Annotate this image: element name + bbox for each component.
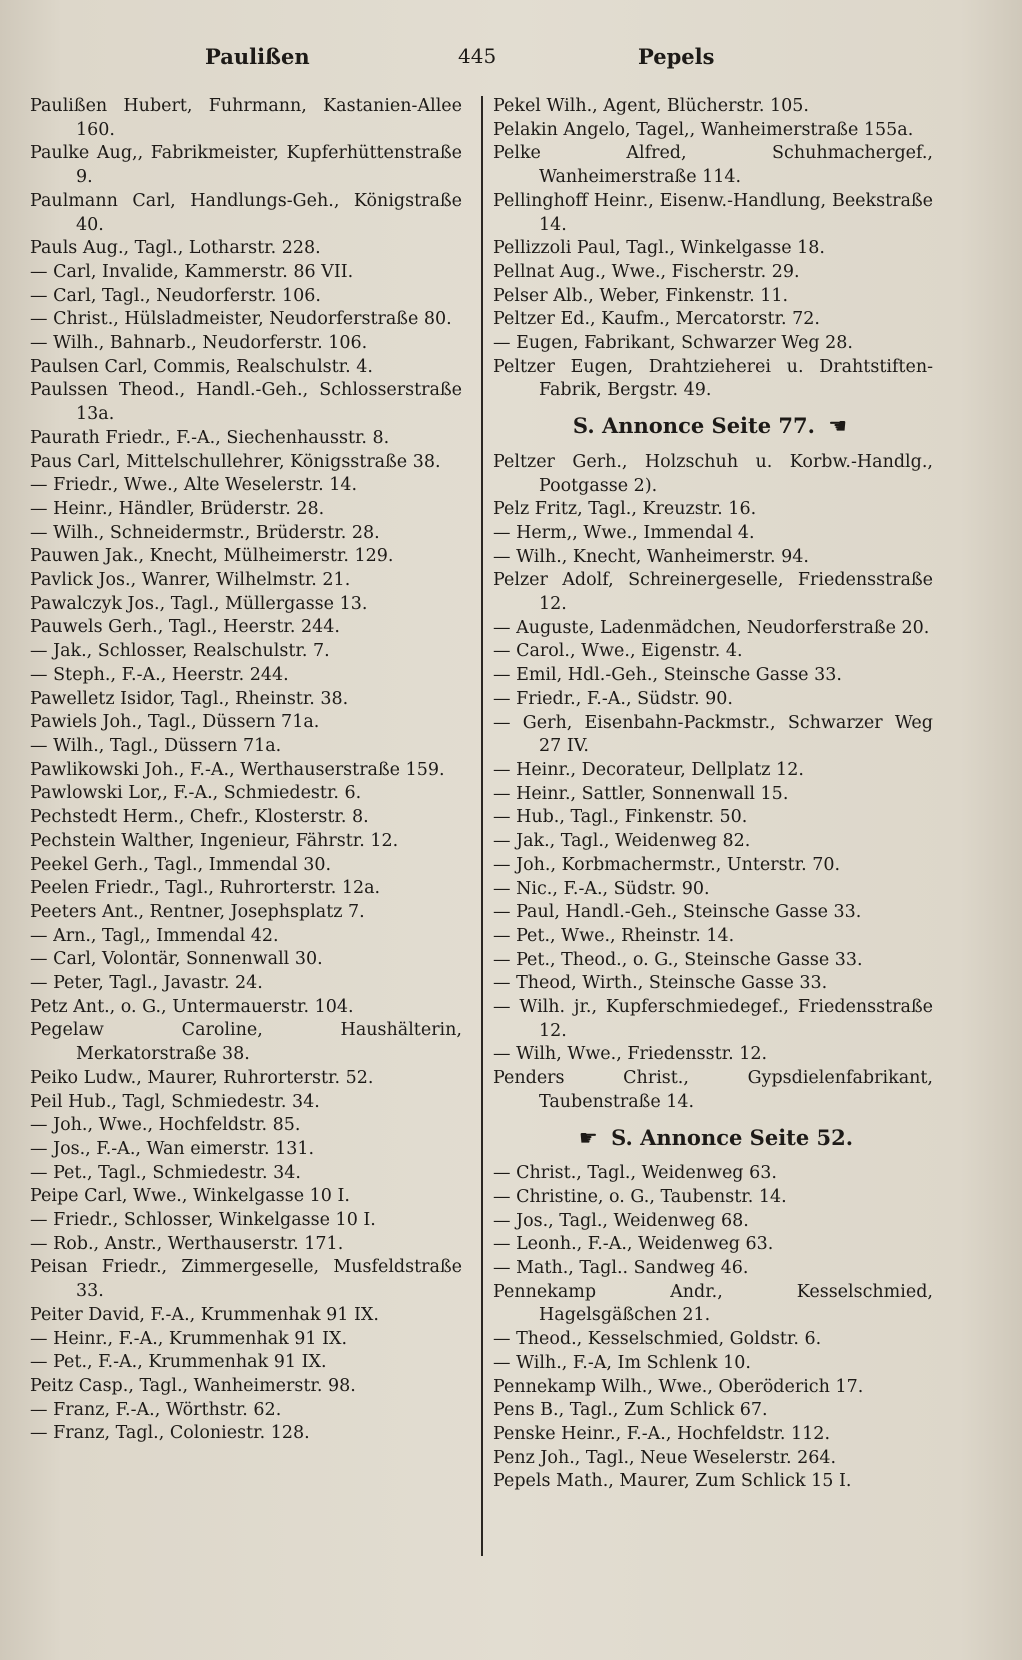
directory-entry: — Pet., Wwe., Rheinstr. 14.	[493, 925, 735, 946]
directory-entry: — Wilh., F.-A, Im Schlenk 10.	[493, 1352, 751, 1373]
annonce-text: S. Annonce Seite 77.	[572, 413, 815, 439]
directory-entry: Pawelletz Isidor, Tagl., Rheinstr. 38.	[30, 688, 349, 709]
directory-entry: Peltzer Ed., Kaufm., Mercatorstr. 72.	[493, 309, 820, 330]
directory-entry: Peiter David, F.-A., Krummenhak 91 IX.	[30, 1304, 379, 1325]
directory-entry: Pelzer Adolf, Schreinergeselle, Friedensstraße 12.	[493, 570, 933, 615]
directory-entry: Pechstein Walther, Ingenieur, Fährstr. 12.	[30, 830, 399, 851]
directory-entry: Pelser Alb., Weber, Finkenstr. 11.	[493, 285, 789, 306]
directory-entry: Penders Christ., Gypsdielenfabrikant, Taubenstraße 14.	[493, 1068, 933, 1112]
directory-entry: — Friedr., F.-A., Südstr. 90.	[493, 688, 733, 709]
left-column	[30, 95, 462, 1446]
directory-entry: — Hub., Tagl., Finkenstr. 50.	[493, 807, 748, 828]
directory-entry: Pelke Alfred, Schuhmachergef., Wanheimerstraße 114.	[493, 143, 933, 188]
directory-entry: — Christ., Tagl., Weidenweg 63.	[493, 1163, 777, 1184]
directory-entry: — Eugen, Fabrikant, Schwarzer Weg 28.	[493, 333, 853, 354]
directory-entry: — Pet., Theod., o. G., Steinsche Gasse 33.	[493, 949, 863, 970]
directory-entry: — Jak., Schlosser, Realschulstr. 7.	[30, 641, 330, 662]
directory-entry: — Theod., Kesselschmied, Goldstr. 6.	[493, 1329, 822, 1350]
directory-entry: Paulssen Theod., Handl.-Geh., Schlosserstraße 13a.	[30, 380, 462, 425]
directory-entry: Pawlowski Lor,, F.-A., Schmiedestr. 6.	[30, 783, 362, 804]
directory-entry: Peltzer Gerh., Holzschuh u. Korbw.-Handlg., Pootgasse 2).	[493, 451, 933, 496]
directory-entry: Penz Joh., Tagl., Neue Weselerstr. 264.	[493, 1447, 837, 1468]
directory-entry: Paulißen Hubert, Fuhrmann, Kastanien-Allee 160.	[30, 96, 462, 140]
directory-entry: — Emil, Hdl.-Geh., Steinsche Gasse 33.	[493, 665, 842, 686]
pointing-hand-icon: ☚	[828, 414, 848, 439]
directory-entry: Pauwen Jak., Knecht, Mülheimerstr. 129.	[30, 546, 394, 567]
directory-entry: Pawalczyk Jos., Tagl., Müllergasse 13.	[30, 593, 368, 614]
directory-entry: — Steph., F.-A., Heerstr. 244.	[30, 664, 289, 685]
directory-entry: Pens B., Tagl., Zum Schlick 67.	[493, 1400, 768, 1421]
directory-entry: — Leonh., F.-A., Weidenweg 63.	[493, 1234, 774, 1255]
directory-entry: Penske Heinr., F.-A., Hochfeldstr. 112.	[493, 1423, 831, 1444]
directory-entry: — Nic., F.-A., Südstr. 90.	[493, 878, 710, 899]
directory-entry: — Heinr., Händler, Brüderstr. 28.	[30, 498, 325, 519]
directory-entry: Pellnat Aug., Wwe., Fischerstr. 29.	[493, 261, 800, 282]
directory-entry: — Pet., Tagl., Schmiedestr. 34.	[30, 1162, 301, 1183]
directory-entry: — Christine, o. G., Taubenstr. 14.	[493, 1186, 787, 1207]
directory-entry: Pennekamp Wilh., Wwe., Oberöderich 17.	[493, 1376, 864, 1397]
annonce-text: S. Annonce Seite 52.	[611, 1124, 854, 1150]
directory-entry: Peipe Carl, Wwe., Winkelgasse 10 I.	[30, 1186, 350, 1207]
directory-entry: — Theod, Wirth., Steinsche Gasse 33.	[493, 973, 828, 994]
directory-entry: — Carl, Tagl., Neudorferstr. 106.	[30, 285, 321, 306]
directory-entry: — Jos., F.-A., Wan eimerstr. 131.	[30, 1138, 315, 1159]
annonce-notice-77	[493, 414, 933, 439]
directory-entry: Pavlick Jos., Wanrer, Wilhelmstr. 21.	[30, 570, 351, 591]
right-column-section-a	[493, 95, 933, 403]
directory-entry: — Carl, Invalide, Kammerstr. 86 VII.	[30, 261, 354, 282]
header-left-keyword: Paulißen	[205, 44, 310, 69]
directory-entry: — Math., Tagl.. Sandweg 46.	[493, 1258, 749, 1279]
directory-entry: Pekel Wilh., Agent, Blücherstr. 105.	[493, 96, 809, 116]
directory-entry: — Carl, Volontär, Sonnenwall 30.	[30, 949, 323, 970]
directory-entry: Pauls Aug., Tagl., Lotharstr. 228.	[30, 238, 321, 259]
directory-entry: — Franz, F.-A., Wörthstr. 62.	[30, 1399, 282, 1420]
directory-entry: Pellinghoff Heinr., Eisenw.-Handlung, Beekstraße 14.	[493, 190, 933, 235]
directory-entry: — Herm,, Wwe., Immendal 4.	[493, 522, 755, 543]
directory-entry: — Heinr., Sattler, Sonnenwall 15.	[493, 783, 789, 804]
directory-entry: Pelakin Angelo, Tagel,, Wanheimerstraße 155a.	[493, 119, 914, 140]
directory-entry: Pepels Math., Maurer, Zum Schlick 15 I.	[493, 1471, 852, 1492]
directory-entry: Pellizzoli Paul, Tagl., Winkelgasse 18.	[493, 238, 825, 259]
directory-entry: — Joh., Korbmachermstr., Unterstr. 70.	[493, 854, 841, 875]
directory-entry: Peil Hub., Tagl, Schmiedestr. 34.	[30, 1091, 320, 1112]
directory-entry: Peitz Casp., Tagl., Wanheimerstr. 98.	[30, 1375, 356, 1396]
directory-entry: Peisan Friedr., Zimmergeselle, Musfeldstraße 33.	[30, 1257, 462, 1302]
directory-entry: — Peter, Tagl., Javastr. 24.	[30, 973, 263, 994]
directory-entry: — Joh., Wwe., Hochfeldstr. 85.	[30, 1115, 301, 1136]
directory-entry: — Friedr., Schlosser, Winkelgasse 10 I.	[30, 1210, 376, 1231]
page-header	[0, 44, 1022, 78]
directory-entry: Peltzer Eugen, Drahtzieherei u. Drahtstiften-Fabrik, Bergstr. 49.	[493, 356, 933, 401]
directory-entry: Pegelaw Caroline, Haushälterin, Merkatorstraße 38.	[30, 1020, 462, 1065]
directory-entry: Paulmann Carl, Handlungs-Geh., Königstraße 40.	[30, 190, 462, 235]
directory-entry: — Christ., Hülsladmeister, Neudorferstraße 80.	[30, 309, 452, 330]
directory-entry: Paulsen Carl, Commis, Realschulstr. 4.	[30, 356, 373, 377]
directory-entry: — Wilh. jr., Kupferschmiedegef., Friedensstraße 12.	[493, 997, 933, 1041]
directory-entry: — Heinr., F.-A., Krummenhak 91 IX.	[30, 1328, 348, 1349]
directory-entry: — Wilh., Tagl., Düssern 71a.	[30, 735, 282, 756]
pointing-hand-icon: ☛	[578, 1125, 598, 1150]
directory-entry: Pawlikowski Joh., F.-A., Werthauserstraße 159.	[30, 759, 445, 780]
directory-entry: — Rob., Anstr., Werthauserstr. 171.	[30, 1233, 344, 1254]
directory-entry: Paulke Aug,, Fabrikmeister, Kupferhüttenstraße 9.	[30, 143, 462, 188]
directory-entry: — Wilh., Knecht, Wanheimerstr. 94.	[493, 546, 809, 567]
column-divider	[481, 96, 483, 1556]
directory-entry: Peelen Friedr., Tagl., Ruhrorterstr. 12a.	[30, 878, 381, 899]
directory-entry: Pauwels Gerh., Tagl., Heerstr. 244.	[30, 617, 340, 638]
directory-entry: Paurath Friedr., F.-A., Siechenhausstr. 8.	[30, 427, 390, 448]
right-column	[493, 95, 933, 1494]
directory-entry: — Auguste, Ladenmädchen, Neudorferstraße 20.	[493, 617, 930, 638]
directory-entry: — Arn., Tagl,, Immendal 42.	[30, 925, 279, 946]
directory-entry: — Carol., Wwe., Eigenstr. 4.	[493, 641, 743, 662]
directory-entry: Pawiels Joh., Tagl., Düssern 71a.	[30, 712, 320, 733]
directory-entry: — Jak., Tagl., Weidenweg 82.	[493, 831, 751, 852]
right-column-section-c	[493, 1162, 933, 1494]
directory-entry: Pennekamp Andr., Kesselschmied, Hagelsgäßchen 21.	[493, 1281, 933, 1326]
directory-entry: — Paul, Handl.-Geh., Steinsche Gasse 33.	[493, 902, 862, 923]
directory-entry: Peekel Gerh., Tagl., Immendal 30.	[30, 854, 332, 875]
header-right-keyword: Pepels	[638, 44, 715, 69]
directory-entry: — Wilh., Bahnarb., Neudorferstr. 106.	[30, 333, 368, 354]
directory-entry: — Heinr., Decorateur, Dellplatz 12.	[493, 759, 804, 780]
directory-entry: — Wilh., Schneidermstr., Brüderstr. 28.	[30, 522, 380, 543]
annonce-notice-52	[493, 1126, 933, 1151]
directory-entry: Pelz Fritz, Tagl., Kreuzstr. 16.	[493, 499, 757, 520]
directory-entry: — Gerh, Eisenbahn-Packmstr., Schwarzer Weg 27 IV.	[493, 712, 933, 757]
directory-entry: — Friedr., Wwe., Alte Weselerstr. 14.	[30, 475, 358, 496]
directory-entry: — Jos., Tagl., Weidenweg 68.	[493, 1210, 749, 1231]
directory-entry: Paus Carl, Mittelschullehrer, Königsstraße 38.	[30, 451, 441, 472]
directory-entry: Peeters Ant., Rentner, Josephsplatz 7.	[30, 901, 365, 922]
page-number: 445	[458, 44, 497, 68]
right-column-section-b	[493, 451, 933, 1115]
directory-entry: Pechstedt Herm., Chefr., Klosterstr. 8.	[30, 807, 369, 828]
directory-entry: — Franz, Tagl., Coloniestr. 128.	[30, 1423, 310, 1444]
directory-entry: Petz Ant., o. G., Untermauerstr. 104.	[30, 996, 354, 1017]
directory-entry: — Pet., F.-A., Krummenhak 91 IX.	[30, 1352, 327, 1373]
directory-entry: — Wilh, Wwe., Friedensstr. 12.	[493, 1044, 768, 1065]
directory-entry: Peiko Ludw., Maurer, Ruhrorterstr. 52.	[30, 1067, 374, 1088]
